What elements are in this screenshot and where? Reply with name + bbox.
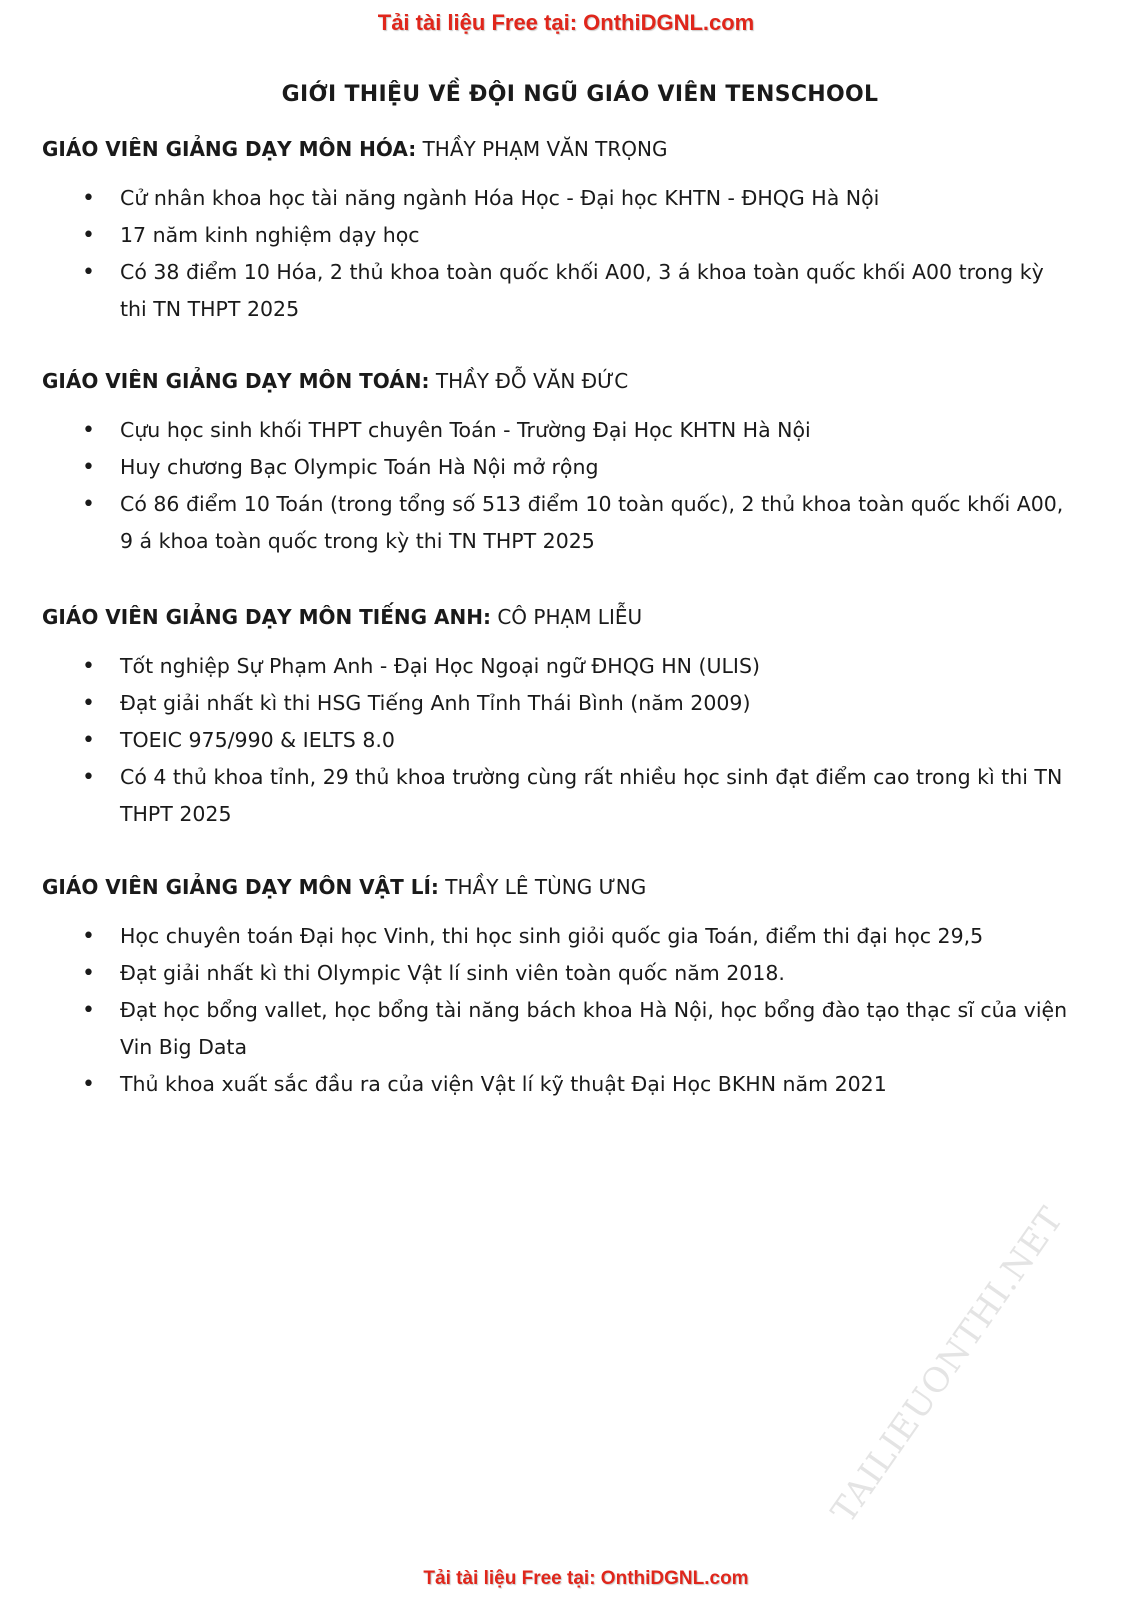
- list-item: • Cử nhân khoa học tài năng ngành Hóa Học - Đại học KHTN - ĐHQG Hà Nội: [42, 180, 1092, 217]
- list-item: • Huy chương Bạc Olympic Toán Hà Nội mở rộng: [42, 449, 1092, 486]
- list-item: • Có 38 điểm 10 Hóa, 2 thủ khoa toàn quốc khối A00, 3 á khoa toàn quốc khối A00 trong kỳ thi TN THPT 2025: [42, 254, 1092, 328]
- list-item: • Học chuyên toán Đại học Vinh, thi học sinh giỏi quốc gia Toán, điểm thi đại học 29,5: [42, 918, 1092, 955]
- list-item: • TOEIC 975/990 & IELTS 8.0: [42, 722, 1092, 759]
- section-chemistry: [42, 136, 1092, 328]
- section-physics: [42, 874, 1092, 1103]
- teacher-name: CÔ PHẠM LIỄU: [490, 605, 643, 629]
- subject-label: GIÁO VIÊN GIẢNG DẠY MÔN TOÁN:: [42, 369, 430, 393]
- list-item: • Đạt giải nhất kì thi Olympic Vật lí sinh viên toàn quốc năm 2018.: [42, 955, 1092, 992]
- section-heading-english: [42, 604, 1092, 630]
- document-title: GIỚI THIỆU VỀ ĐỘI NGŨ GIÁO VIÊN TENSCHOOL: [281, 82, 879, 107]
- bottom-download-banner[interactable]: Tải tài liệu Free tại: OnthiDGNL.com: [423, 1568, 749, 1589]
- subject-label: GIÁO VIÊN GIẢNG DẠY MÔN VẬT LÍ:: [42, 875, 439, 899]
- section-heading-chemistry: [42, 136, 1092, 162]
- list-item: • Tốt nghiệp Sự Phạm Anh - Đại Học Ngoại ngữ ĐHQG HN (ULIS): [42, 648, 1092, 685]
- section-heading-math: [42, 368, 1092, 394]
- fact-list-chemistry: [42, 180, 1092, 328]
- watermark: TAILIEUONTHI.NET: [823, 1199, 1073, 1531]
- teacher-name: THẦY LÊ TÙNG ƯNG: [438, 875, 647, 899]
- section-english: [42, 604, 1092, 833]
- fact-list-english: [42, 648, 1092, 833]
- list-item: • Có 4 thủ khoa tỉnh, 29 thủ khoa trường cùng rất nhiều học sinh đạt điểm cao trong kì thi TN THPT 2025: [42, 759, 1092, 833]
- top-download-banner[interactable]: Tải tài liệu Free tại: OnthiDGNL.com: [377, 10, 755, 35]
- section-math: [42, 368, 1092, 560]
- fact-list-math: [42, 412, 1092, 560]
- list-item: • Thủ khoa xuất sắc đầu ra của viện Vật lí kỹ thuật Đại Học BKHN năm 2021: [42, 1066, 1092, 1103]
- list-item: • Đạt giải nhất kì thi HSG Tiếng Anh Tỉnh Thái Bình (năm 2009): [42, 685, 1092, 722]
- list-item: • 17 năm kinh nghiệm dạy học: [42, 217, 1092, 254]
- teacher-name: THẦY PHẠM VĂN TRỌNG: [416, 137, 668, 161]
- teacher-name: THẦY ĐỖ VĂN ĐỨC: [429, 369, 629, 393]
- fact-list-physics: [42, 918, 1092, 1103]
- list-item: • Đạt học bổng vallet, học bổng tài năng bách khoa Hà Nội, học bổng đào tạo thạc sĩ của viện Vin Big Data: [42, 992, 1092, 1066]
- list-item: • Cựu học sinh khối THPT chuyên Toán - Trường Đại Học KHTN Hà Nội: [42, 412, 1092, 449]
- subject-label: GIÁO VIÊN GIẢNG DẠY MÔN TIẾNG ANH:: [42, 605, 491, 629]
- section-heading-physics: [42, 874, 1092, 900]
- list-item: • Có 86 điểm 10 Toán (trong tổng số 513 điểm 10 toàn quốc), 2 thủ khoa toàn quốc khối A00, 9 á khoa toàn quốc trong kỳ thi TN THPT 2025: [42, 486, 1092, 560]
- subject-label: GIÁO VIÊN GIẢNG DẠY MÔN HÓA:: [42, 137, 417, 161]
